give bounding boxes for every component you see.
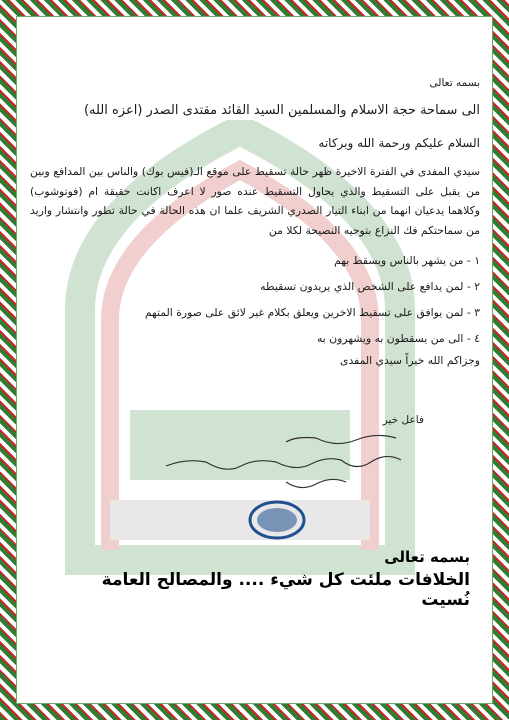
caption-title: بسمه تعالى (384, 548, 470, 566)
list-item: ٣ - لمن يوافق على تسقيط الاخرين ويعلق بكلام غير لائق على صورة المتهم (144, 306, 480, 319)
letter-closing: وجزاكم الله خيراً سيدي المفدى (340, 354, 480, 367)
signer-name: فاعل خير (382, 414, 424, 426)
signature-area (96, 410, 476, 490)
list-item: ٤ - الى من يسقطون به ويشهرون به (317, 332, 480, 345)
request-list (30, 248, 480, 352)
letter-greeting: السلام عليكم ورحمة الله وبركاته (318, 136, 480, 150)
letter-addressee: الى سماحة حجة الاسلام والمسلمين السيد القائد مقتدى الصدر (اعزه الله) (83, 103, 480, 118)
official-seal (248, 500, 306, 540)
letter-body (30, 70, 480, 367)
letter-paragraph: سيدي المفدى في الفترة الاخيرة ظهر حالة تسقيط على موقع الـ(فيس بوك) والناس بين المدافع وبين من يقبل على التسقيط والذي يحاول التسقيط عنده صور لا اعرف اكانت حقيقة ام (فوتوشوب) وكلاهما يدعيان انهما من ابناء التيار الصدري الشريف علما ان هذه الحالة في حالة تطور وانتشار واريد من سماحتكم فك النزاع بتوجيه النصيحة لكلا من (30, 165, 480, 237)
letter-salutation: بسمه تعالى (429, 77, 480, 89)
caption-quote: الخلافات ملئت كل شيء .... والمصالح العامة نُسيت (101, 570, 470, 610)
list-item: ١ - من يشهر بالناس ويسقط بهم (334, 254, 480, 267)
list-item: ٢ - لمن يدافع على الشخص الذي يريدون تسقيطه (260, 280, 480, 293)
caption-block (60, 548, 490, 610)
handwritten-reply (146, 430, 406, 490)
